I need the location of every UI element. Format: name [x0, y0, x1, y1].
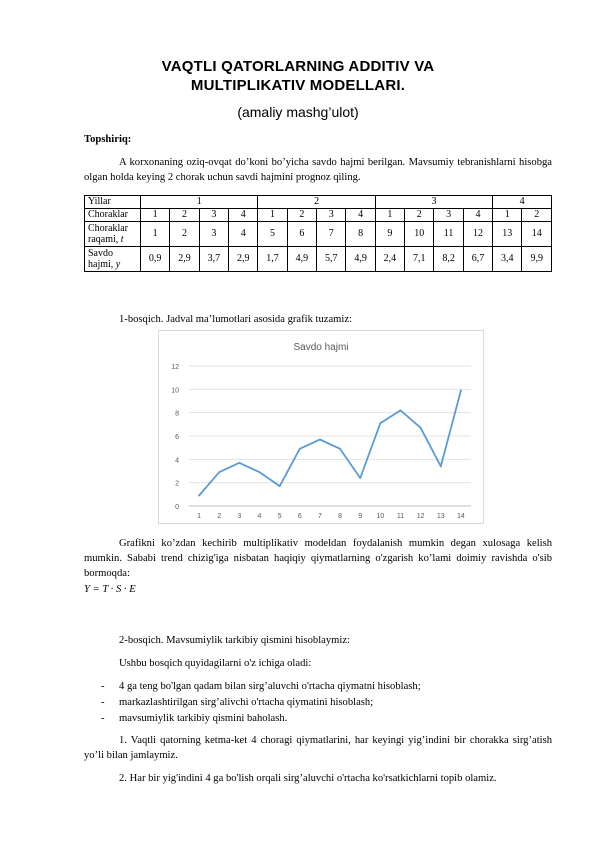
data-point	[238, 462, 240, 464]
x-tick-label: 8	[338, 513, 343, 520]
t-cell: 4	[229, 222, 258, 247]
y-cell: 1,7	[258, 247, 287, 272]
t-cell: 14	[522, 222, 552, 247]
y-cell: 4,9	[346, 247, 375, 272]
y-cell: 5,7	[317, 247, 346, 272]
y-cell: 8,2	[434, 247, 463, 272]
quarter-cell: 1	[375, 209, 404, 222]
x-tick-label: 12	[416, 513, 425, 520]
x-tick-label: 4	[257, 513, 262, 520]
step1-text: 1-bosqich. Jadval ma’lumotlari asosida grafik tuzamiz:	[119, 314, 352, 325]
quarter-cell: 4	[229, 209, 258, 222]
chart-title: Savdo hajmi	[293, 342, 349, 353]
x-tick-label: 2	[217, 513, 222, 520]
t-cell: 6	[287, 222, 316, 247]
y-tick-label: 0	[175, 504, 179, 511]
t-label	[85, 222, 141, 247]
x-tick-label: 10	[376, 513, 385, 520]
y-cell: 6,7	[463, 247, 492, 272]
x-tick-label: 9	[358, 513, 363, 520]
t-cell: 8	[346, 222, 375, 247]
y-cell: 4,9	[287, 247, 316, 272]
y-cell: 2,9	[170, 247, 199, 272]
y-tick-label: 8	[175, 410, 179, 418]
quarter-cell: 3	[199, 209, 228, 222]
bullet-dash: -	[101, 713, 105, 724]
title-line-1: VAQTLI QATORLARNING ADDITIV VA	[161, 58, 435, 75]
x-tick-label: 5	[277, 513, 282, 520]
bullet-text: mavsumiylik tarkibiy qismini baholash.	[119, 713, 288, 724]
year-cell: 4	[493, 196, 552, 209]
x-tick-label: 3	[237, 513, 242, 520]
quarter-cell: 3	[317, 209, 346, 222]
data-point	[359, 477, 361, 479]
subtitle: (amaliy mashg’ulot)	[237, 104, 359, 120]
data-point	[319, 439, 321, 441]
t-cell: 1	[141, 222, 170, 247]
sales-chart	[158, 330, 484, 524]
y-cell: 2,9	[229, 247, 258, 272]
quarter-cell: 2	[522, 209, 552, 222]
y-cell: 3,4	[493, 247, 522, 272]
bullet-text: 4 ga teng bo'lgan qadam bilan sirg’aluvchi o'rtacha qiymatni hisoblash;	[119, 681, 421, 692]
y-tick-label: 6	[175, 434, 179, 441]
t-label-line-2: raqami,	[88, 234, 121, 245]
t-cell: 11	[434, 222, 463, 247]
data-point	[279, 485, 281, 487]
quarters-label: Choraklar	[85, 209, 141, 222]
data-point	[339, 448, 341, 450]
data-point	[420, 427, 422, 429]
y-symbol: y	[115, 259, 121, 270]
quarter-cell: 1	[493, 209, 522, 222]
conclusion-text: Grafikni ko’zdan kechirib multiplikativ modeldan foydalanish mumkin degan xulosaga kelish mumkin. Sababi trend chizig'iga nisbatan haqiqiy qiymatlarning o'zgarish ko’lami doimiy ravishda o'sib bormoqda:	[84, 538, 552, 579]
data-point	[379, 422, 381, 424]
data-table	[84, 195, 552, 272]
y-label	[85, 247, 141, 272]
t-cell: 13	[493, 222, 522, 247]
table-row-t	[85, 222, 552, 247]
title-line-2: MULTIPLIKATIV MODELLARI.	[190, 77, 406, 94]
y-label-line-1: Savdo	[88, 247, 113, 259]
y-tick-label: 2	[175, 480, 179, 488]
y-cell: 3,7	[199, 247, 228, 272]
item1-text: 1. Vaqtli qatorning ketma-ket 4 choragi qiymatlarini, har keyingi yig’indini bir chorakka sirg’atish yo’li bilan jamlaymiz.	[84, 735, 552, 761]
year-cell: 1	[141, 196, 258, 209]
data-point	[440, 465, 442, 467]
y-cell: 0,9	[141, 247, 170, 272]
y-cell: 7,1	[405, 247, 434, 272]
t-cell: 3	[199, 222, 228, 247]
x-tick-label: 14	[457, 513, 465, 520]
y-tick-label: 12	[171, 364, 179, 371]
data-point	[218, 471, 220, 473]
table-row-y	[85, 247, 552, 272]
x-tick-label: 1	[197, 513, 202, 520]
t-cell: 9	[375, 222, 404, 247]
table-row-years	[85, 196, 552, 209]
step2-intro: Ushbu bosqich quyidagilarni o'z ichiga oladi:	[119, 658, 312, 669]
t-cell: 7	[317, 222, 346, 247]
x-tick-label: 6	[297, 513, 302, 520]
item2-text: 2. Har bir yig'indini 4 ga bo'lish orqali sirg’aluvchi o'rtacha ko'rsatkichlarni topib olamiz.	[119, 773, 497, 784]
y-label-line-2: hajmi,	[88, 259, 116, 270]
bullet-dash: -	[101, 681, 105, 692]
t-cell: 12	[463, 222, 492, 247]
formula: Y = T · S · E	[84, 584, 136, 595]
t-symbol: t	[120, 234, 124, 245]
year-cell: 3	[375, 196, 492, 209]
quarter-cell: 3	[434, 209, 463, 222]
quarter-cell: 1	[141, 209, 170, 222]
y-cell: 9,9	[522, 247, 552, 272]
data-point	[460, 390, 462, 392]
data-point	[400, 409, 402, 411]
years-label: Yillar	[85, 196, 141, 209]
task-heading: Topshiriq:	[84, 134, 132, 145]
chart-plot	[159, 331, 483, 523]
x-tick-label: 7	[317, 513, 322, 520]
table-row-quarters	[85, 209, 552, 222]
data-point	[259, 471, 261, 473]
series-line	[199, 391, 461, 496]
t-cell: 2	[170, 222, 199, 247]
t-cell: 5	[258, 222, 287, 247]
y-cell: 2,4	[375, 247, 404, 272]
quarter-cell: 1	[258, 209, 287, 222]
bullet-dash: -	[101, 697, 105, 708]
bullet-text: markazlashtirilgan sirg’alivchi o'rtacha qiymatini hisoblash;	[119, 697, 374, 708]
data-point	[299, 448, 301, 450]
quarter-cell: 4	[346, 209, 375, 222]
year-cell: 2	[258, 196, 375, 209]
quarter-cell: 2	[170, 209, 199, 222]
t-label-line-1: Choraklar	[88, 222, 128, 234]
x-tick-label: 13	[436, 513, 445, 520]
step2-heading: 2-bosqich. Mavsumiylik tarkibiy qismini hisoblaymiz:	[119, 635, 350, 646]
data-point	[198, 495, 200, 497]
y-tick-label: 10	[171, 387, 179, 395]
quarter-cell: 2	[405, 209, 434, 222]
x-tick-label: 11	[396, 513, 405, 520]
quarter-cell: 4	[463, 209, 492, 222]
y-tick-label: 4	[175, 457, 179, 465]
t-cell: 10	[405, 222, 434, 247]
quarter-cell: 2	[287, 209, 316, 222]
task-text: A korxonaning oziq-ovqat do’koni bo’yicha savdo hajmi berilgan. Mavsumiy tebranishlarni hisobga olgan holda keying 2 chorak uchun savdi hajmini prognoz qiling.	[84, 157, 552, 183]
